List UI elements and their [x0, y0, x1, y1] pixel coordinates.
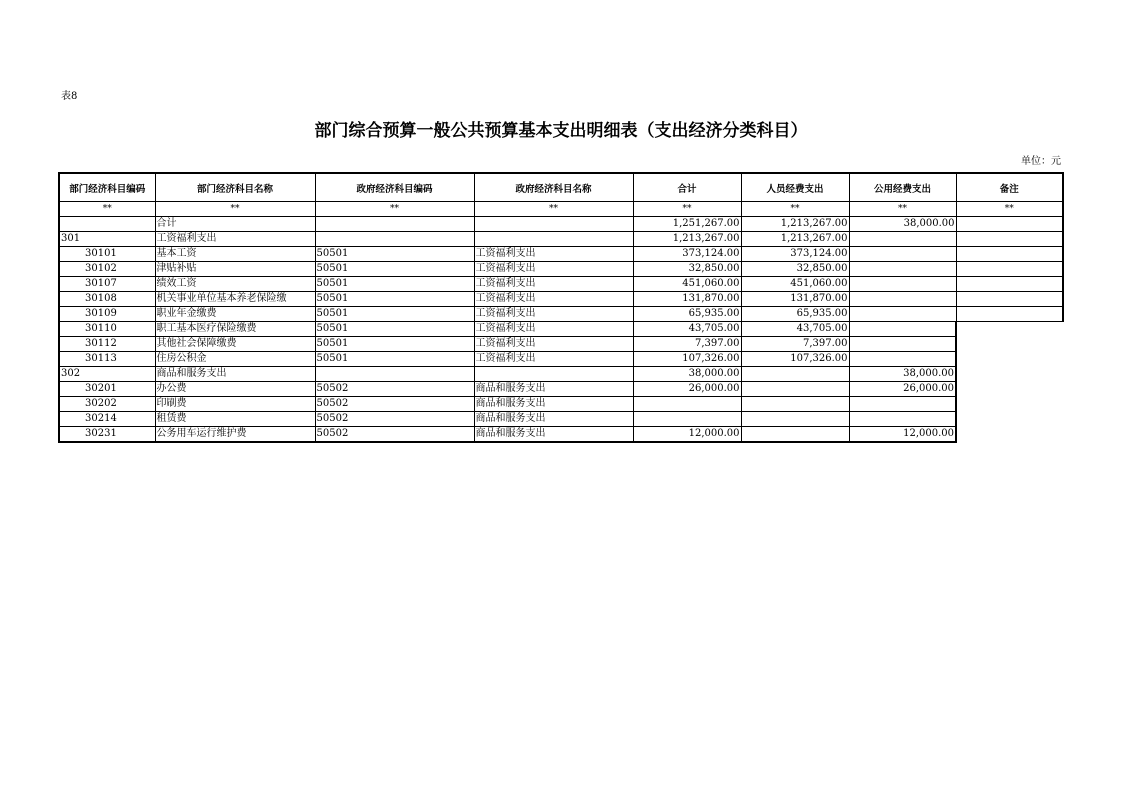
cell-dept-name: 商品和服务支出: [155, 367, 315, 382]
stars-cell: **: [849, 202, 956, 217]
cell-dept-name: 基本工资: [155, 247, 315, 262]
cell-note: [956, 352, 1063, 367]
cell-note: [956, 367, 1063, 382]
cell-dept-name: 绩效工资: [155, 277, 315, 292]
cell-public: 26,000.00: [849, 382, 956, 397]
header-public: 公用经费支出: [849, 173, 956, 202]
cell-dept-name: 租赁费: [155, 412, 315, 427]
cell-dept-name: 机关事业单位基本养老保险缴: [155, 292, 315, 307]
cell-gov-code: 50502: [315, 412, 474, 427]
unit-label: 单位：元: [1021, 156, 1061, 167]
header-row: [59, 173, 1063, 202]
cell-dept-code: 30110: [59, 322, 155, 337]
cell-public: 38,000.00: [849, 367, 956, 382]
stars-cell: **: [155, 202, 315, 217]
cell-personnel: 131,870.00: [741, 292, 849, 307]
header-gov-code: 政府经济科目编码: [315, 173, 474, 202]
cell-personnel: [741, 382, 849, 397]
cell-note: [956, 337, 1063, 352]
header-personnel: 人员经费支出: [741, 173, 849, 202]
header-dept-name: 部门经济科目名称: [155, 173, 315, 202]
cell-note: [956, 292, 1063, 307]
cell-gov-name: 工资福利支出: [474, 337, 633, 352]
cell-gov-code: 50501: [315, 292, 474, 307]
cell-dept-name: 办公费: [155, 382, 315, 397]
cell-public: [849, 262, 956, 277]
table-row: [59, 322, 1063, 337]
cell-total: [633, 397, 741, 412]
cell-note: [956, 322, 1063, 337]
cell-personnel: 373,124.00: [741, 247, 849, 262]
cell-dept-name: 职业年金缴费: [155, 307, 315, 322]
cell-public: [849, 412, 956, 427]
stars-cell: **: [59, 202, 155, 217]
cell-dept-name: 印刷费: [155, 397, 315, 412]
cell-personnel: [741, 412, 849, 427]
budget-detail-table: [58, 172, 1064, 443]
cell-total: 38,000.00: [633, 367, 741, 382]
cell-gov-code: 50501: [315, 262, 474, 277]
cell-public: [849, 247, 956, 262]
table-row: [59, 382, 1063, 397]
cell-note: [956, 217, 1063, 232]
cell-gov-code: 50501: [315, 322, 474, 337]
cell-gov-code: 50502: [315, 382, 474, 397]
cell-dept-name: 合计: [155, 217, 315, 232]
cell-dept-code: [59, 217, 155, 232]
cell-public: [849, 352, 956, 367]
cell-total: [633, 412, 741, 427]
table-row: [59, 337, 1063, 352]
cell-dept-name: 其他社会保障缴费: [155, 337, 315, 352]
cell-note: [956, 412, 1063, 427]
table-row: [59, 232, 1063, 247]
cell-total: 12,000.00: [633, 427, 741, 443]
cell-total: 1,213,267.00: [633, 232, 741, 247]
cell-total: 1,251,267.00: [633, 217, 741, 232]
cell-dept-code: 301: [59, 232, 155, 247]
table-row: [59, 367, 1063, 382]
cell-note: [956, 382, 1063, 397]
cell-total: 373,124.00: [633, 247, 741, 262]
cell-dept-name: 住房公积金: [155, 352, 315, 367]
cell-gov-name: 商品和服务支出: [474, 427, 633, 443]
cell-dept-code: 30112: [59, 337, 155, 352]
cell-public: [849, 277, 956, 292]
cell-public: [849, 307, 956, 322]
cell-dept-name: 职工基本医疗保险缴费: [155, 322, 315, 337]
cell-personnel: [741, 367, 849, 382]
table-row: [59, 277, 1063, 292]
header-note: 备注: [956, 173, 1063, 202]
cell-dept-code: 30107: [59, 277, 155, 292]
cell-dept-code: 30231: [59, 427, 155, 443]
cell-gov-name: 商品和服务支出: [474, 397, 633, 412]
cell-note: [956, 427, 1063, 443]
cell-dept-code: 30109: [59, 307, 155, 322]
cell-note: [956, 277, 1063, 292]
header-gov-name: 政府经济科目名称: [474, 173, 633, 202]
table-row: [59, 352, 1063, 367]
stars-cell: **: [633, 202, 741, 217]
cell-dept-name: 工资福利支出: [155, 232, 315, 247]
table-row: [59, 427, 1063, 443]
cell-dept-code: 30101: [59, 247, 155, 262]
cell-gov-name: 工资福利支出: [474, 352, 633, 367]
cell-personnel: 43,705.00: [741, 322, 849, 337]
stars-cell: **: [315, 202, 474, 217]
cell-personnel: 107,326.00: [741, 352, 849, 367]
cell-personnel: 1,213,267.00: [741, 232, 849, 247]
table-row: [59, 247, 1063, 262]
page-title: 部门综合预算一般公共预算基本支出明细表（支出经济分类科目）: [314, 121, 808, 141]
cell-gov-code: 50501: [315, 307, 474, 322]
table-row: [59, 397, 1063, 412]
cell-personnel: [741, 427, 849, 443]
cell-public: [849, 397, 956, 412]
cell-gov-code: 50502: [315, 427, 474, 443]
cell-dept-name: 公务用车运行维护费: [155, 427, 315, 443]
cell-gov-name: 工资福利支出: [474, 247, 633, 262]
cell-public: 38,000.00: [849, 217, 956, 232]
cell-gov-code: 50501: [315, 352, 474, 367]
stars-cell: **: [474, 202, 633, 217]
cell-public: 12,000.00: [849, 427, 956, 443]
stars-cell: **: [741, 202, 849, 217]
cell-dept-code: 30108: [59, 292, 155, 307]
cell-public: [849, 322, 956, 337]
cell-total: 451,060.00: [633, 277, 741, 292]
cell-dept-code: 302: [59, 367, 155, 382]
cell-gov-name: 工资福利支出: [474, 292, 633, 307]
cell-personnel: 7,397.00: [741, 337, 849, 352]
stars-cell: **: [956, 202, 1063, 217]
table-row: [59, 217, 1063, 232]
cell-gov-name: 工资福利支出: [474, 322, 633, 337]
cell-dept-code: 30102: [59, 262, 155, 277]
cell-total: 43,705.00: [633, 322, 741, 337]
cell-total: 131,870.00: [633, 292, 741, 307]
cell-gov-code: [315, 232, 474, 247]
cell-public: [849, 232, 956, 247]
cell-dept-name: 津贴补贴: [155, 262, 315, 277]
cell-gov-code: [315, 367, 474, 382]
cell-total: 107,326.00: [633, 352, 741, 367]
cell-gov-name: 商品和服务支出: [474, 412, 633, 427]
cell-personnel: 65,935.00: [741, 307, 849, 322]
table-row: [59, 292, 1063, 307]
cell-gov-name: 商品和服务支出: [474, 382, 633, 397]
cell-note: [956, 247, 1063, 262]
header-total: 合计: [633, 173, 741, 202]
cell-total: 26,000.00: [633, 382, 741, 397]
cell-gov-name: 工资福利支出: [474, 262, 633, 277]
cell-public: [849, 292, 956, 307]
cell-total: 65,935.00: [633, 307, 741, 322]
cell-personnel: 1,213,267.00: [741, 217, 849, 232]
cell-total: 7,397.00: [633, 337, 741, 352]
cell-note: [956, 397, 1063, 412]
table-row: [59, 262, 1063, 277]
cell-gov-name: [474, 217, 633, 232]
header-dept-code: 部门经济科目编码: [59, 173, 155, 202]
cell-gov-name: [474, 367, 633, 382]
cell-note: [956, 232, 1063, 247]
cell-gov-name: 工资福利支出: [474, 277, 633, 292]
cell-gov-name: [474, 232, 633, 247]
cell-total: 32,850.00: [633, 262, 741, 277]
cell-personnel: [741, 397, 849, 412]
cell-gov-code: 50502: [315, 397, 474, 412]
table-row: [59, 412, 1063, 427]
cell-dept-code: 30214: [59, 412, 155, 427]
cell-gov-name: 工资福利支出: [474, 307, 633, 322]
cell-dept-code: 30202: [59, 397, 155, 412]
cell-gov-code: 50501: [315, 247, 474, 262]
cell-public: [849, 337, 956, 352]
cell-note: [956, 262, 1063, 277]
stars-row: [59, 202, 1063, 217]
cell-gov-code: [315, 217, 474, 232]
cell-dept-code: 30113: [59, 352, 155, 367]
cell-note: [956, 307, 1063, 322]
cell-personnel: 32,850.00: [741, 262, 849, 277]
table-row: [59, 307, 1063, 322]
cell-gov-code: 50501: [315, 337, 474, 352]
cell-gov-code: 50501: [315, 277, 474, 292]
table-number-label: 表8: [61, 91, 78, 102]
cell-personnel: 451,060.00: [741, 277, 849, 292]
cell-dept-code: 30201: [59, 382, 155, 397]
